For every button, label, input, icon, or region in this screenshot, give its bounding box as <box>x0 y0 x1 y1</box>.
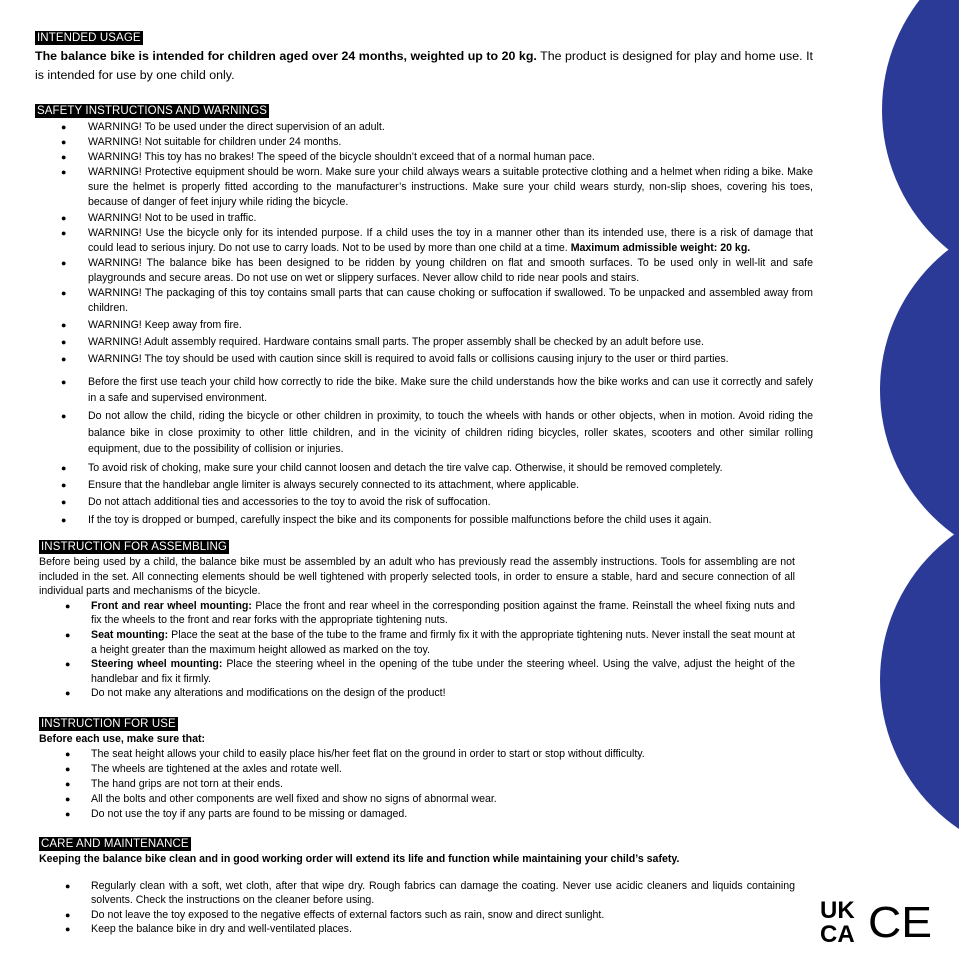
list-item: ● WARNING! Adult assembly required. Hardware contains small parts. The proper assembly shall be checked by an adult before use. <box>61 336 704 349</box>
list-item: ● WARNING! To be used under the direct supervision of an adult. <box>61 121 385 133</box>
intended-usage-section <box>35 28 813 85</box>
care-heading: CARE AND MAINTENANCE <box>41 838 189 850</box>
intended-usage-rest: The product is designed for play and home use. It is intended for use by one child only. <box>35 49 813 82</box>
list-item: ● WARNING! The toy should be used with caution since skill is required to avoid falls or collisions causing injury to the user or third parties. <box>61 353 729 366</box>
list-item: ● Steering wheel mounting: Place the steering wheel in the opening of the tube under the steering wheel. Using the valve, adjust the height of the handlebar and fix it firmly. <box>65 658 796 685</box>
ce-mark: CE <box>868 898 932 944</box>
conformity-marks <box>818 896 936 944</box>
list-item: ● Regularly clean with a soft, wet cloth, after that wipe dry. Rough fabrics can damage the coating. Never use acidic cleaners and liquids containing solvents. Check the instructions on the cleaner before using. <box>65 879 795 907</box>
list-item: ● WARNING! Not to be used in traffic. <box>61 211 257 224</box>
list-item: ● The wheels are tightened at the axles and rotate well. <box>65 762 342 775</box>
list-item: ● All the bolts and other components are well fixed and show no signs of abnormal wear. <box>65 792 497 805</box>
care-list <box>65 879 795 937</box>
safety-section <box>35 101 813 528</box>
use-lead: Before each use, make sure that: <box>39 733 206 745</box>
ukca-mark-top: UK <box>820 897 855 924</box>
list-item: ● Ensure that the handlebar angle limiter is always securely connected to its attachment, where applicable. <box>61 478 580 491</box>
assembling-list <box>65 599 796 701</box>
list-item: ● Do not use the toy if any parts are found to be missing or damaged. <box>65 807 408 820</box>
use-heading: INSTRUCTION FOR USE <box>41 718 176 730</box>
list-item: ● Do not attach additional ties and accessories to the toy to avoid the risk of suffocation. <box>61 496 491 509</box>
list-item: ● WARNING! The packaging of this toy contains small parts that can cause choking or suffocation if swallowed. To be unpacked and assembled away from children. <box>61 287 813 315</box>
safety-guidance-list <box>61 374 813 529</box>
list-item: ● Do not leave the toy exposed to the negative effects of external factors such as rain, snow and direct sunlight. <box>65 908 605 921</box>
care-section <box>39 834 795 937</box>
list-item: ● Keep the balance bike in dry and well-ventilated places. <box>65 923 352 936</box>
use-section <box>39 714 795 822</box>
list-item: ● The seat height allows your child to easily place his/her feet flat on the ground in order to start or stop without difficulty. <box>65 747 645 760</box>
ukca-ce-icon <box>818 896 936 944</box>
list-item: ● Seat mounting: Place the seat at the base of the tube to the frame and firmly fix it with the appropriate tightening nuts. Never install the seat mount at a height greater than the maximum height allowed as marked on the toy. <box>65 628 795 656</box>
assembling-section <box>39 537 795 701</box>
list-item: ● To avoid risk of choking, make sure your child cannot loosen and detach the tire valve cap. Otherwise, it should be removed completely. <box>61 461 723 474</box>
max-weight-note: Maximum admissible weight: 20 kg. <box>570 241 751 254</box>
assembling-heading: INSTRUCTION FOR ASSEMBLING <box>41 541 227 553</box>
list-item: ● Front and rear wheel mounting: Place the front and rear wheel in the corresponding position against the frame. Reinstall the wheel fixing nuts and fix the wheels to the front and rear forks with the appropriate tightening nuts. <box>65 599 795 627</box>
list-item: ● WARNING! Use the bicycle only for its intended purpose. If a child uses the toy in a manner other than its intended use, there is a risk of damage that could lead to serious injury. Do not use to carry loads. Not to be used by more than one child at a time. Maximum admissible weight: 20 kg. <box>61 226 813 254</box>
care-lead: Keeping the balance bike clean and in good working order will extend its life and function while maintaining your child’s safety. <box>39 853 680 865</box>
list-item: ● WARNING! Protective equipment should be worn. Make sure your child always wears a suitable protective clothing and a helmet when riding a bike. Make sure the helmet is properly fitted according to the manufacturer’s instructions. Make sure your child wears sturdy, non-slip shoes, covering his toes, because of danger of feet injury while riding the bicycle. <box>61 166 813 209</box>
list-item: ● Do not make any alterations and modifications on the design of the product! <box>65 687 446 700</box>
list-item: ● Do not allow the child, riding the bicycle or other children in proximity, to touch the wheels with hands or other objects, when in motion. Avoid riding the balance bike in close proximity to other little children, and in the vicinity of children riding bicycles, roller skates, scooters and other similar rolling equipment, due to the possibility of collision or injuries. <box>61 410 813 456</box>
safety-warning-list <box>61 120 813 368</box>
list-item: ● Before the first use teach your child how correctly to ride the bike. Make sure the child understands how the bike works and can use it correctly and safely in a safe and supervised environment. <box>61 375 813 404</box>
list-item: ● WARNING! The balance bike has been designed to be ridden by young children on flat and smooth surfaces. To be used only in well-lit and safe playgrounds and secure areas. Do not use on wet or slippery surfaces. Never allow child to ride near pools and stairs. <box>61 256 813 284</box>
ukca-mark-bottom: CA <box>820 921 855 944</box>
list-item: ● If the toy is dropped or bumped, carefully inspect the bike and its components for possible malfunctions before the child uses it again. <box>61 513 712 526</box>
assembling-intro: Before being used by a child, the balance bike must be assembled by an adult who has previously read the assembly instructions. Tools for assembling are not included in the set. All connecting elements should be well tightened with properly selected tools, in order to ensure a stable, hard and secure connection of all individual parts and mechanisms of the bicycle. <box>39 556 795 598</box>
intended-usage-heading: INTENDED USAGE <box>37 32 141 44</box>
use-list <box>65 747 795 822</box>
safety-heading: SAFETY INSTRUCTIONS AND WARNINGS <box>37 105 268 117</box>
intended-usage-text <box>35 47 813 85</box>
intended-usage-bold: The balance bike is intended for children aged over 24 months, weighted up to 20 kg. <box>35 49 537 63</box>
list-item: ● The hand grips are not torn at their ends. <box>65 777 283 790</box>
list-item: ● WARNING! Not suitable for children under 24 months. <box>61 136 342 149</box>
list-item: ● WARNING! This toy has no brakes! The speed of the bicycle shouldn’t exceed that of a normal human pace. <box>61 151 595 164</box>
list-item: ● WARNING! Keep away from fire. <box>61 319 242 332</box>
